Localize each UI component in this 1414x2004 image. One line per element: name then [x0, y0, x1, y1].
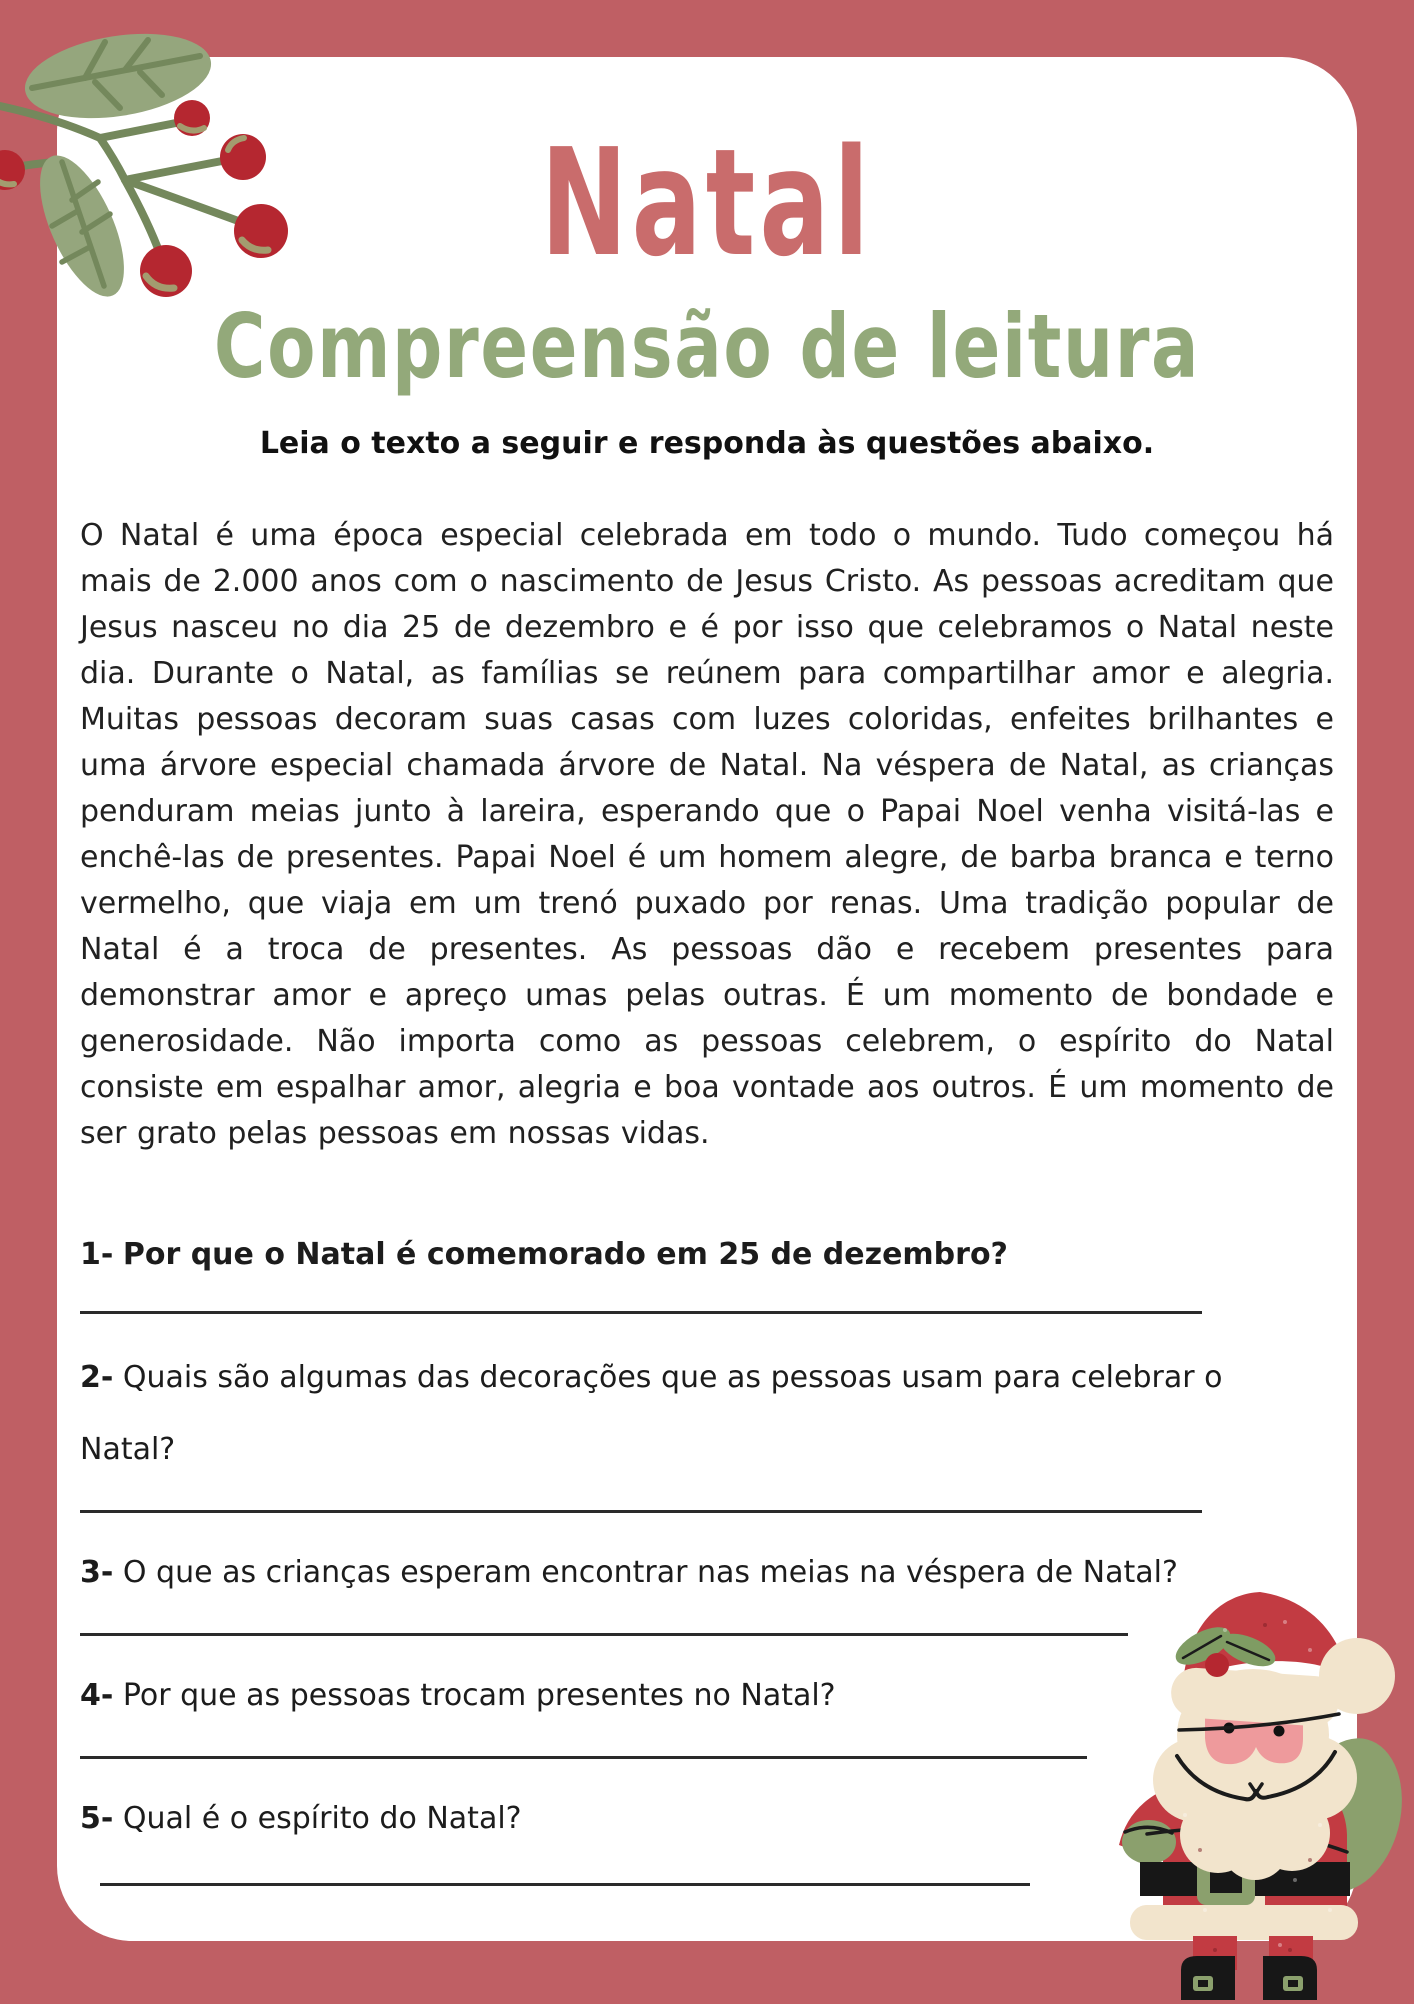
santa-svg: [1105, 1580, 1405, 2000]
holly-branch-svg: [0, 0, 300, 310]
question-number: 5-: [80, 1800, 114, 1836]
answer-line-5[interactable]: [100, 1883, 1030, 1886]
question-2: [80, 1342, 1334, 1513]
question-5-text: 5- Qual é o espírito do Natal?: [80, 1800, 522, 1836]
answer-line-4[interactable]: [80, 1756, 1087, 1759]
question-1: [80, 1219, 1334, 1314]
answer-line-2[interactable]: [80, 1510, 1202, 1513]
question-1-text: 1- Por que o Natal é comemorado em 25 de dezembro?: [80, 1236, 1008, 1272]
page-subtitle: Compreensão de leitura: [213, 294, 1201, 398]
question-2-text: 2- Quais são algumas das decorações que as pessoas usam para celebrar o Natal?: [80, 1359, 1223, 1467]
question-number: 1-: [80, 1236, 114, 1272]
reading-passage: O Natal é uma época especial celebrada em todo o mundo. Tudo começou há mais de 2.000 anos com o nascimento de Jesus Cristo. As pessoas acreditam que Jesus nasceu no dia 25 de dezembro e é por isso que celebramos o Natal neste dia. Durante o Natal, as famílias se reúnem para compartilhar amor e alegria. Muitas pessoas decoram suas casas com luzes coloridas, enfeites brilhantes e uma árvore especial chamada árvore de Natal. Na véspera de Natal, as crianças penduram meias junto à lareira, esperando que o Papai Noel venha visitá-las e enchê-las de presentes. Papai Noel é um homem alegre, de barba branca e terno vermelho, que viaja em um trenó puxado por renas. Uma tradição popular de Natal é a troca de presentes. As pessoas dão e recebem presentes para demonstrar amor e apreço umas pelas outras. É um momento de bondade e generosidade. Não importa como as pessoas celebrem, o espírito do Natal consiste em espalhar amor, alegria e boa vontade aos outros. É um momento de ser grato pelas pessoas em nossas vidas.: [80, 517, 1334, 1151]
question-number: 4-: [80, 1677, 114, 1713]
question-3-text: 3- O que as crianças esperam encontrar nas meias na véspera de Natal?: [80, 1554, 1178, 1590]
answer-line-3[interactable]: [80, 1633, 1128, 1636]
question-number: 3-: [80, 1554, 114, 1590]
page-title: Natal: [540, 117, 874, 289]
instruction-text: Leia o texto a seguir e responda às questões abaixo.: [259, 425, 1155, 461]
question-number: 2-: [80, 1359, 114, 1395]
question-4-text: 4- Por que as pessoas trocam presentes no Natal?: [80, 1677, 836, 1713]
holly-berries-icon: [0, 0, 300, 310]
santa-illustration: [1105, 1580, 1405, 2000]
answer-line-1[interactable]: [80, 1311, 1202, 1314]
